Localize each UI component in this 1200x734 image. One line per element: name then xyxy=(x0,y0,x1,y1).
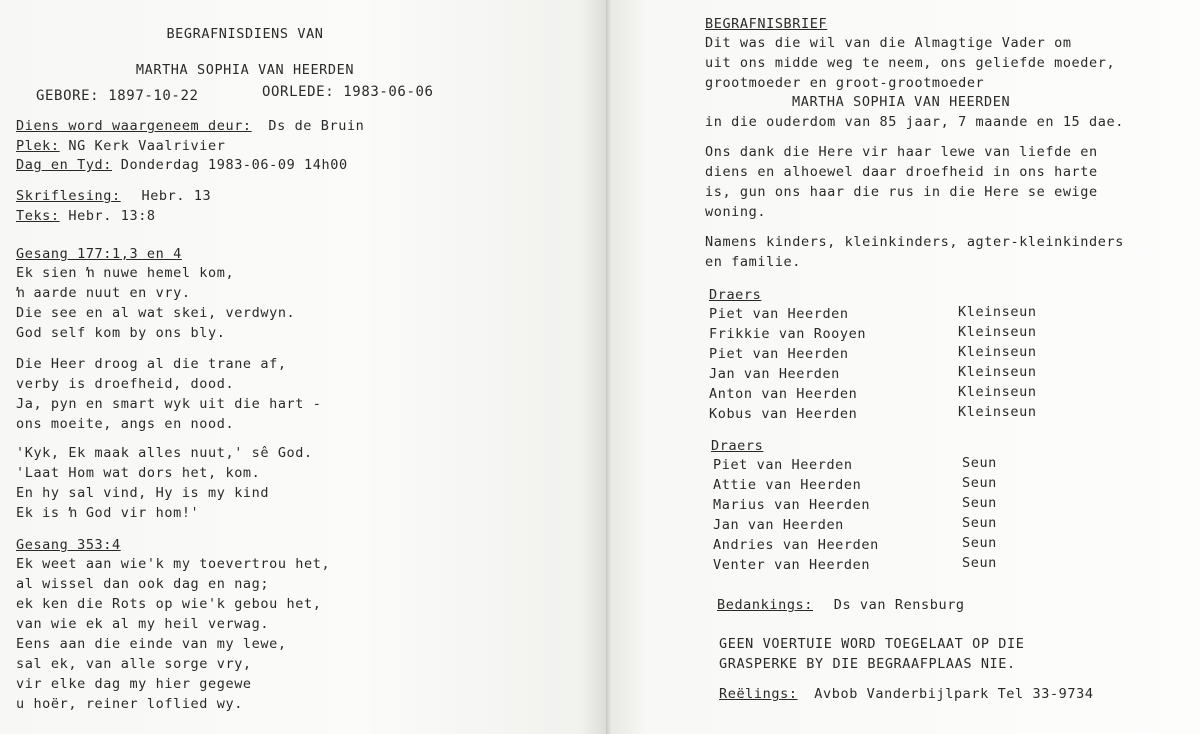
hymn1-line: Ek sien ŉ nuwe hemel kom, xyxy=(16,265,235,281)
officiant-row xyxy=(16,118,364,134)
bearer-name: Frikkie van Rooyen xyxy=(709,326,867,342)
acknowledgements-row xyxy=(717,597,965,613)
arrangements-row xyxy=(719,686,1094,702)
bearer-relation: Kleinseun xyxy=(958,324,1037,340)
bearer-relation: Kleinseun xyxy=(958,344,1037,360)
bearer-name: Jan van Heerden xyxy=(713,517,844,533)
hymn1-line: Ja, pyn en smart wyk uit die hart - xyxy=(16,396,322,412)
family-line: Namens kinders, kleinkinders, agter-kleinkinders xyxy=(705,234,1124,250)
death-date: OORLEDE: 1983-06-06 xyxy=(262,84,434,100)
thanks-line: woning. xyxy=(705,204,767,220)
notice-line: GRASPERKE BY DIE BEGRAAFPLAAS NIE. xyxy=(719,656,1016,672)
bearer-name: Piet van Heerden xyxy=(709,346,849,362)
family-line: en familie. xyxy=(705,254,802,270)
bearers1-heading: Draers xyxy=(709,287,762,303)
reading-row xyxy=(16,188,211,204)
thanks-line: is, gun ons haar die rus in die Here se ewige xyxy=(705,184,1098,200)
text-value: Hebr. 13:8 xyxy=(68,208,156,224)
age-line: in die ouderdom van 85 jaar, 7 maande en 15 dae. xyxy=(705,114,1124,130)
acknowledgements-value: Ds van Rensburg xyxy=(833,597,965,613)
service-title: BEGRAFNISDIENS VAN xyxy=(166,26,324,42)
hymn1-line: 'Laat Hom wat dors het, kom. xyxy=(16,465,261,481)
bearer-name: Piet van Heerden xyxy=(709,306,849,322)
hymn1-title: Gesang 177:1,3 en 4 xyxy=(16,246,182,262)
notice-line: GEEN VOERTUIE WORD TOEGELAAT OP DIE xyxy=(719,636,1025,652)
bearer-relation: Seun xyxy=(962,475,997,491)
hymn2-line: al wissel dan ook dag en nag; xyxy=(16,576,270,592)
reading-value: Hebr. 13 xyxy=(141,188,212,204)
text-row xyxy=(16,208,156,224)
officiant-value: Ds de Bruin xyxy=(268,118,365,134)
bearer-relation: Seun xyxy=(962,495,997,511)
bearer-relation: Kleinseun xyxy=(958,404,1037,420)
letter-deceased-name: MARTHA SOPHIA VAN HEERDEN xyxy=(792,94,1011,110)
bearer-relation: Seun xyxy=(962,535,997,551)
hymn1-line: God self kom by ons bly. xyxy=(16,325,226,341)
hymn1-line: ŉ aarde nuut en vry. xyxy=(16,285,191,301)
bearer-name: Piet van Heerden xyxy=(713,457,853,473)
bearer-name: Venter van Heerden xyxy=(713,557,871,573)
hymn2-line: sal ek, van alle sorge vry, xyxy=(16,656,252,672)
datetime-row xyxy=(16,157,348,173)
bearer-name: Andries van Heerden xyxy=(713,537,879,553)
acknowledgements-label: Bedankings: xyxy=(717,597,814,613)
bearers2-heading: Draers xyxy=(711,438,764,454)
bearer-relation: Seun xyxy=(962,515,997,531)
hymn1-line: Die see en al wat skei, verdwyn. xyxy=(16,305,296,321)
letter-heading: BEGRAFNISBRIEF xyxy=(705,16,828,32)
intro-line: uit ons midde weg te neem, ons geliefde moeder, xyxy=(705,55,1116,71)
bearer-name: Marius van Heerden xyxy=(713,497,871,513)
bearer-name: Jan van Heerden xyxy=(709,366,840,382)
hymn2-line: Ek weet aan wie'k my toevertrou het, xyxy=(16,556,331,572)
intro-line: Dit was die wil van die Almagtige Vader om xyxy=(705,35,1072,51)
bearer-name: Kobus van Heerden xyxy=(709,406,858,422)
officiant-label: Diens word waargeneem deur: xyxy=(16,118,252,134)
arrangements-value: Avbob Vanderbijlpark Tel 33-9734 xyxy=(814,686,1094,702)
bearer-relation: Seun xyxy=(962,555,997,571)
place-value: NG Kerk Vaalrivier xyxy=(68,138,226,154)
right-page xyxy=(612,0,1200,734)
thanks-line: diens en alhoewel daar droefheid in ons harte xyxy=(705,164,1098,180)
datetime-value: Donderdag 1983-06-09 14h00 xyxy=(120,157,348,173)
birth-date: GEBORE: 1897-10-22 xyxy=(36,88,199,104)
hymn2-line: ek ken die Rots op wie'k gebou het, xyxy=(16,596,322,612)
bearer-relation: Kleinseun xyxy=(958,384,1037,400)
hymn2-title: Gesang 353:4 xyxy=(16,537,121,553)
intro-line: grootmoeder en groot-grootmoeder xyxy=(705,75,985,91)
hymn1-line: 'Kyk, Ek maak alles nuut,' sê God. xyxy=(16,445,313,461)
place-label: Plek: xyxy=(16,138,60,154)
hymn1-line: En hy sal vind, Hy is my kind xyxy=(16,485,270,501)
deceased-name: MARTHA SOPHIA VAN HEERDEN xyxy=(135,62,355,78)
bearer-relation: Seun xyxy=(962,455,997,471)
bearer-name: Anton van Heerden xyxy=(709,386,858,402)
text-label: Teks: xyxy=(16,208,60,224)
place-row xyxy=(16,138,225,154)
datetime-label: Dag en Tyd: xyxy=(16,157,113,173)
reading-label: Skriflesing: xyxy=(16,188,121,204)
bearer-name: Attie van Heerden xyxy=(713,477,862,493)
hymn1-line: verby is droefheid, dood. xyxy=(16,376,235,392)
bearer-relation: Kleinseun xyxy=(958,304,1037,320)
hymn1-line: Die Heer droog al die trane af, xyxy=(16,356,287,372)
hymn2-line: u hoër, reiner loflied wy. xyxy=(16,696,243,712)
hymn1-line: Ek is ŉ God vir hom!' xyxy=(16,505,200,521)
hymn1-line: ons moeite, angs en nood. xyxy=(16,416,235,432)
hymn2-line: vir elke dag my hier gegewe xyxy=(16,676,252,692)
arrangements-label: Reëlings: xyxy=(719,686,798,702)
hymn2-line: Eens aan die einde van my lewe, xyxy=(16,636,287,652)
bearer-relation: Kleinseun xyxy=(958,364,1037,380)
thanks-line: Ons dank die Here vir haar lewe van liefde en xyxy=(705,144,1098,160)
hymn2-line: van wie ek al my heil verwag. xyxy=(16,616,270,632)
